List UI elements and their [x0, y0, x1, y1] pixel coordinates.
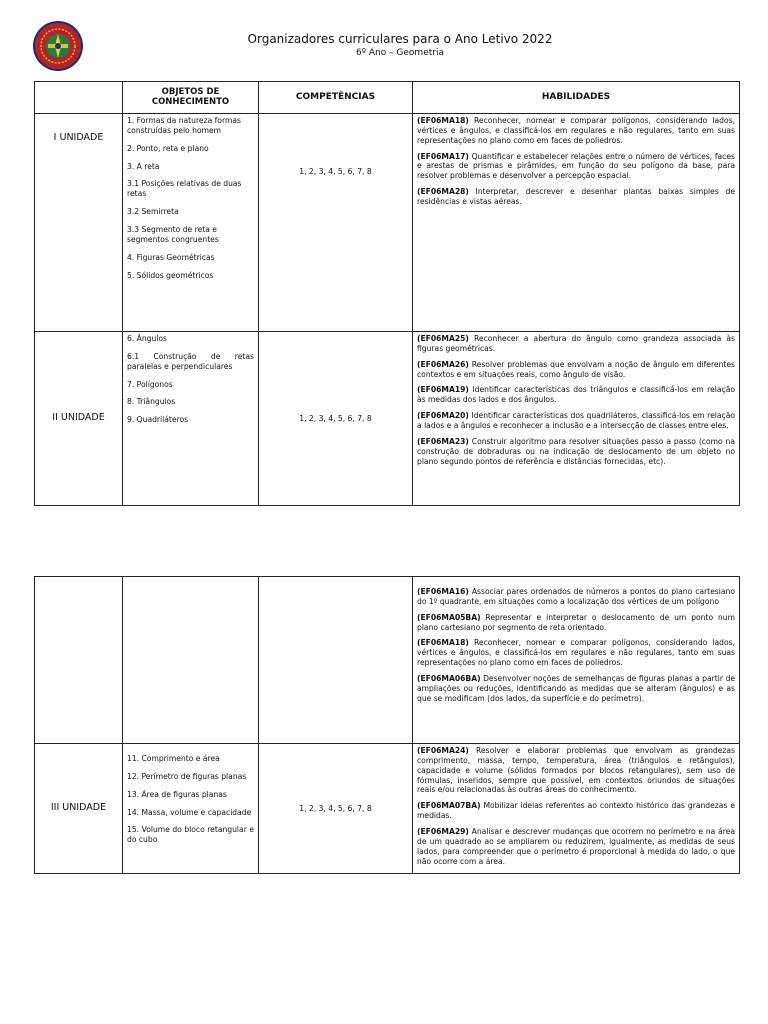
objetos-cell: [123, 114, 259, 332]
objeto-item: 1. Formas da natureza formas construídas pelo homem: [127, 116, 241, 135]
objeto-item: 12. Perímetro de figuras planas: [127, 771, 247, 781]
habilidade-text: Resolver e elaborar problemas que envolvam as grandezas comprimento, massa, tempo, temperatura, área (triângulos e retângulos), capacidade e volume (sólidos formados por blocos retangulares), sem uso de fórmulas, inseridos, sempre que possível, em contextos oriundos de situações reais e/ou relacionadas às outras áreas do conhecimento.: [417, 746, 735, 795]
habilidade-item: [417, 587, 735, 607]
habilidade-text: Representar e interpretar o deslocamento de um ponto num plano cartesiano por segmento de reta orientado.: [417, 612, 735, 632]
competencias-cell: 1, 2, 3, 4, 5, 6, 7, 8: [259, 332, 413, 506]
header-competencias: COMPETÊNCIAS: [259, 82, 413, 114]
header-empty-cell: [35, 82, 123, 114]
habilidade-item: [417, 411, 735, 431]
habilidade-text: Resolver problemas que envolvam a noção de ângulo em diferentes contextos e em situações reais, como ângulo de visão.: [417, 359, 735, 379]
habilidade-item: [417, 801, 735, 821]
competencias-cell-empty: [259, 577, 413, 744]
habilidade-code: (EF06MA17): [417, 151, 469, 161]
habilidade-code: (EF06MA05BA): [417, 612, 481, 622]
habilidade-item: [417, 334, 735, 354]
habilidades-cell: [413, 744, 740, 874]
competencias-cell: 1, 2, 3, 4, 5, 6, 7, 8: [259, 744, 413, 874]
habilidades-cell: [413, 577, 740, 744]
objeto-item: 9. Quadriláteros: [127, 415, 189, 425]
objeto-item: 3. A reta: [127, 161, 160, 171]
objetos-cell: [123, 332, 259, 506]
habilidade-text: Construir algoritmo para resolver situações passo a passo (como na construção de dobraduras ou na indicação de deslocamento de um objeto no plano segundo pontos de referência e distâncias fornecidas, etc).: [417, 436, 735, 466]
objeto-item: 6. Ângulos: [127, 334, 168, 343]
habilidade-code: (EF06MA23): [417, 436, 469, 446]
objetos-cell-empty: [123, 577, 259, 744]
habilidade-item: [417, 385, 735, 405]
table-row-unit-1: [35, 114, 740, 332]
table-header-row: [35, 82, 740, 114]
objeto-item: 3.2 Semirreta: [127, 207, 179, 217]
habilidade-item: [417, 116, 735, 146]
habilidade-item: [417, 638, 735, 668]
objeto-item: 5. Sólidos geométricos: [127, 270, 214, 280]
habilidade-text: Analisar e descrever mudanças que ocorrem no perímetro e na área de um quadrado ao se ampliarem ou reduzirem, igualmente, as medidas de seus lados, para compreender que o perímetro é proporcional à medida do lado, o que não ocorre com a área.: [417, 827, 735, 866]
habilidade-code: (EF06MA24): [417, 746, 469, 755]
objetos-cell: [123, 744, 259, 874]
page-title: Organizadores curriculares para o Ano Letivo 2022: [247, 32, 553, 46]
habilidade-text: Desenvolver noções de semelhanças de figuras planas a partir de ampliações ou reduções, identificando as medidas que se alteram (ângulos) e as que se modificam (dos lados, da superfície e do perímetro).: [417, 674, 735, 703]
habilidade-text: Quantificar e estabelecer relações entre o número de vértices, faces e arestas de prismas e pirâmides, em função do seu polígono da base, para resolver problemas e desenvolver a percepção espacial.: [417, 151, 735, 181]
habilidade-item: [417, 187, 735, 207]
habilidade-code: (EF06MA06BA): [417, 674, 481, 684]
objeto-item: 3.3 Segmento de reta e segmentos congruentes: [127, 225, 219, 244]
habilidade-code: (EF06MA26): [417, 359, 469, 369]
unit-name: I UNIDADE: [35, 114, 123, 332]
habilidade-code: (EF06MA18): [417, 116, 469, 125]
habilidade-text: Reconhecer a abertura do ângulo como grandeza associada às figuras geométricas.: [417, 334, 735, 353]
habilidade-item: [417, 152, 735, 182]
habilidade-text: Mobilizar ideias referentes ao contexto histórico das grandezas e medidas.: [417, 801, 735, 821]
habilidade-item: [417, 437, 735, 467]
page-subtitle: 6º Ano – Geometria: [356, 48, 444, 58]
habilidade-code: (EF06MA29): [417, 827, 469, 837]
objeto-item: 15. Volume do bloco retangular e do cubo: [127, 825, 254, 845]
habilidade-code: (EF06MA18): [417, 638, 469, 648]
habilidade-text: Identificar características dos triângulos e classificá-los em relação às medidas dos lados e dos ângulos.: [417, 385, 735, 405]
competencias-cell: 1, 2, 3, 4, 5, 6, 7, 8: [259, 114, 413, 332]
habilidade-text: Reconhecer, nomear e comparar polígonos, considerando lados, vértices e ângulos, e classificá-los em regulares e não regulares, tanto em suas representações no plano como em faces de poliedros.: [417, 638, 735, 668]
habilidade-code: (EF06MA07BA): [417, 801, 481, 811]
table-row-unit-3: [35, 744, 740, 874]
objeto-item: 14. Massa, volume e capacidade: [127, 807, 252, 817]
table-row-continuation: [35, 577, 740, 744]
objeto-item: 8. Triângulos: [127, 397, 176, 407]
objeto-item: 3.1 Posições relativas de duas retas: [127, 179, 242, 199]
habilidade-text: Reconhecer, nomear e comparar polígonos, considerando lados, vértices e ângulos, e classificá-los em regulares e não regulares, tanto em suas representações no plano como em faces de poliedros.: [417, 116, 735, 145]
unit-name: II UNIDADE: [35, 332, 123, 506]
habilidade-item: [417, 613, 735, 633]
habilidade-text: Associar pares ordenados de números a pontos do plano cartesiano do 1º quadrante, em situações como a localização dos vértices de um polígono: [417, 587, 735, 606]
habilidade-item: [417, 827, 735, 866]
habilidade-code: (EF06MA28): [417, 187, 469, 197]
habilidade-code: (EF06MA19): [417, 385, 469, 395]
header-habilidades: HABILIDADES: [413, 82, 740, 114]
unit-name-empty: [35, 577, 123, 744]
habilidade-code: (EF06MA20): [417, 411, 469, 421]
habilidade-text: Identificar características dos quadriláteros, classificá-los em relação a lados e a ângulos e reconhecer a inclusão e a intersecção de classes entre eles.: [417, 411, 735, 431]
curriculum-table-page-2: [34, 576, 740, 874]
objeto-item: 6.1 Construção de retas paralelas e perpendiculares: [127, 351, 254, 371]
objeto-item: 13. Área de figuras planas: [127, 789, 227, 799]
habilidade-code: (EF06MA16): [417, 587, 469, 596]
habilidades-cell: [413, 114, 740, 332]
objeto-item: 4. Figuras Geométricas: [127, 252, 215, 262]
unit-name: III UNIDADE: [35, 744, 123, 874]
habilidade-item: [417, 746, 735, 795]
habilidade-code: (EF06MA25): [417, 334, 469, 343]
curriculum-table-page-1: [34, 81, 740, 506]
header-objetos: OBJETOS DE CONHECIMENTO: [123, 82, 259, 114]
objeto-item: 2. Ponto, reta e plano: [127, 143, 209, 153]
habilidade-item: [417, 674, 735, 704]
habilidade-text: Interpretar, descrever e desenhar plantas baixas simples de residências e vistas aéreas.: [417, 187, 735, 207]
habilidade-item: [417, 360, 735, 380]
school-emblem-logo: [32, 20, 84, 72]
objeto-item: 7. Polígonos: [127, 379, 173, 389]
habilidades-cell: [413, 332, 740, 506]
table-row-unit-2: [35, 332, 740, 506]
objeto-item: 11. Comprimento e área: [127, 754, 220, 763]
